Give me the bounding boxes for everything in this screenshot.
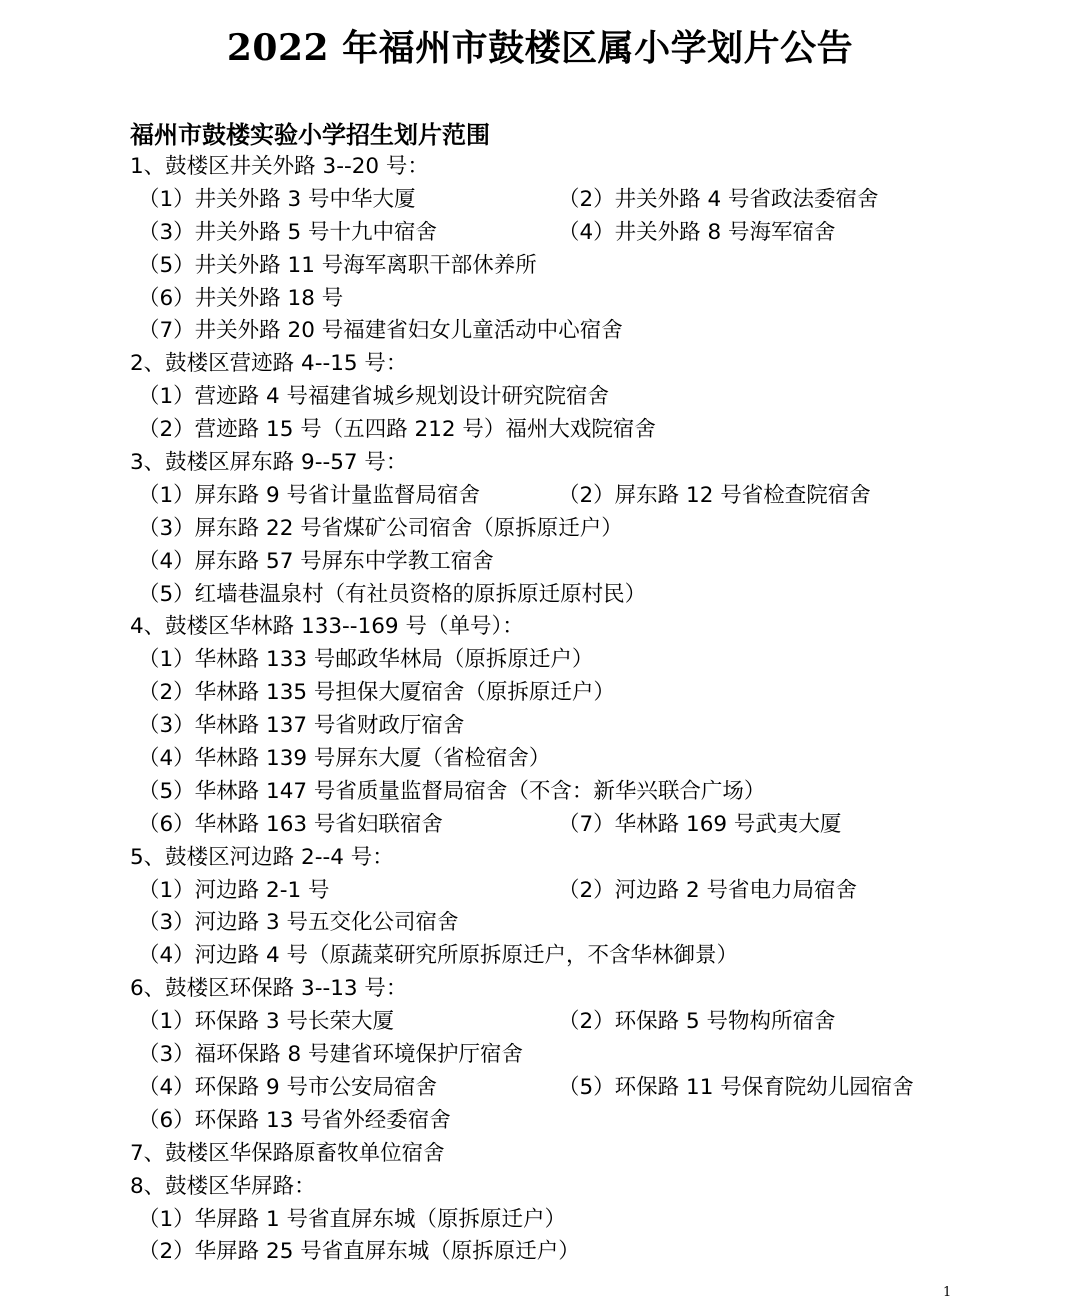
- list-item-row: [130, 315, 1030, 348]
- list-item: （5）红墙巷温泉村（有社员资格的原拆原迁原村民）: [138, 581, 647, 607]
- list-item: （3）华林路 137 号省财政厅宿舍: [138, 713, 465, 739]
- list-item-row: [130, 546, 1030, 579]
- list-item: （6）环保路 13 号省外经委宿舍: [138, 1107, 451, 1133]
- list-item-row: [130, 677, 1030, 710]
- list-item-row: [130, 1204, 1030, 1237]
- list-item-row: [130, 907, 1030, 940]
- list-item: （4）环保路 9 号市公安局宿舍: [138, 1074, 438, 1100]
- list-item-row: [130, 644, 1030, 677]
- document-subtitle: 福州市鼓楼实验小学招生划片范围: [130, 120, 490, 149]
- list-item-row: [130, 513, 1030, 546]
- page-number: 1: [943, 1285, 952, 1300]
- list-item: （1）环保路 3 号长荣大厦: [138, 1009, 395, 1035]
- list-item: （2）营迹路 15 号（五四路 212 号）福州大戏院宿舍: [138, 417, 656, 443]
- list-item-row: [130, 250, 1030, 283]
- list-item: （7）井关外路 20 号福建省妇女儿童活动中心宿舍: [138, 318, 623, 344]
- list-item: （1）河边路 2-1 号: [138, 877, 330, 903]
- list-item: （4）华林路 139 号屏东大厦（省检宿舍）: [138, 746, 551, 772]
- zoning-list: [130, 151, 1030, 1269]
- list-item-row: [130, 1105, 1030, 1138]
- list-item: （6）井关外路 18 号: [138, 285, 344, 311]
- list-item: （2）河边路 2 号省电力局宿舍: [558, 877, 858, 903]
- list-item-row: [130, 414, 1030, 447]
- section-heading: 3、鼓楼区屏东路 9--57 号：: [130, 450, 408, 476]
- list-item: （4）河边路 4 号（原蔬菜研究所原拆原迁户，不含华林御景）: [138, 943, 739, 969]
- list-item-row: [130, 381, 1030, 414]
- list-item-row: [130, 480, 1030, 513]
- list-item: （6）华林路 163 号省妇联宿舍: [138, 811, 443, 837]
- section-heading: 2、鼓楼区营迹路 4--15 号：: [130, 351, 408, 377]
- list-item-row: [130, 579, 1030, 612]
- section-heading: 7、鼓楼区华保路原畜牧单位宿舍: [130, 1140, 445, 1166]
- list-item: （1）华林路 133 号邮政华林局（原拆原迁户）: [138, 647, 594, 673]
- list-item: （3）屏东路 22 号省煤矿公司宿舍（原拆原迁户）: [138, 515, 623, 541]
- list-item: （2）井关外路 4 号省政法委宿舍: [558, 186, 879, 212]
- list-item: （2）屏东路 12 号省检查院宿舍: [558, 482, 871, 508]
- list-item: （1）屏东路 9 号省计量监督局宿舍: [138, 482, 481, 508]
- list-item-row: [130, 1039, 1030, 1072]
- section-heading: 4、鼓楼区华林路 133--169 号（单号）：: [130, 614, 524, 640]
- list-item-row: [130, 217, 1030, 250]
- section-heading: 6、鼓楼区环保路 3--13 号：: [130, 976, 408, 1002]
- list-item: （3）井关外路 5 号十九中宿舍: [138, 219, 438, 245]
- list-item: （1）营迹路 4 号福建省城乡规划设计研究院宿舍: [138, 384, 610, 410]
- list-item-row: [130, 1236, 1030, 1269]
- list-item: （1）华屏路 1 号省直屏东城（原拆原迁户）: [138, 1206, 567, 1232]
- list-item: （3）河边路 3 号五交化公司宿舍: [138, 910, 459, 936]
- list-item: （2）环保路 5 号物构所宿舍: [558, 1009, 836, 1035]
- list-item-row: [130, 875, 1030, 908]
- list-item-row: [130, 184, 1030, 217]
- list-item: （7）华林路 169 号武夷大厦: [558, 811, 842, 837]
- list-item: （2）华林路 135 号担保大厦宿舍（原拆原迁户）: [138, 680, 615, 706]
- list-item-row: [130, 776, 1030, 809]
- list-item: （4）井关外路 8 号海军宿舍: [558, 219, 836, 245]
- section-heading: 5、鼓楼区河边路 2--4 号：: [130, 844, 394, 870]
- list-item-row: [130, 809, 1030, 842]
- list-item-row: [130, 1006, 1030, 1039]
- list-item: （5）井关外路 11 号海军离职干部休养所: [138, 252, 537, 278]
- list-item-row: [130, 940, 1030, 973]
- list-item: （1）井关外路 3 号中华大厦: [138, 186, 416, 212]
- list-item-row: [130, 743, 1030, 776]
- list-item-row: [130, 710, 1030, 743]
- list-item: （2）华屏路 25 号省直屏东城（原拆原迁户）: [138, 1239, 580, 1265]
- section-heading: 1、鼓楼区井关外路 3--20 号：: [130, 154, 429, 179]
- list-item: （5）环保路 11 号保育院幼儿园宿舍: [558, 1074, 914, 1100]
- list-item-row: [130, 1072, 1030, 1105]
- section-heading: 8、鼓楼区华屏路：: [130, 1173, 316, 1199]
- list-item: （5）华林路 147 号省质量监督局宿舍（不含：新华兴联合广场）: [138, 778, 766, 804]
- document-title: 2022 年福州市鼓楼区属小学划片公告: [226, 27, 854, 69]
- list-item: （3）福环保路 8 号建省环境保护厅宿舍: [138, 1042, 524, 1068]
- list-item-row: [130, 283, 1030, 316]
- list-item: （4）屏东路 57 号屏东中学教工宿舍: [138, 548, 494, 574]
